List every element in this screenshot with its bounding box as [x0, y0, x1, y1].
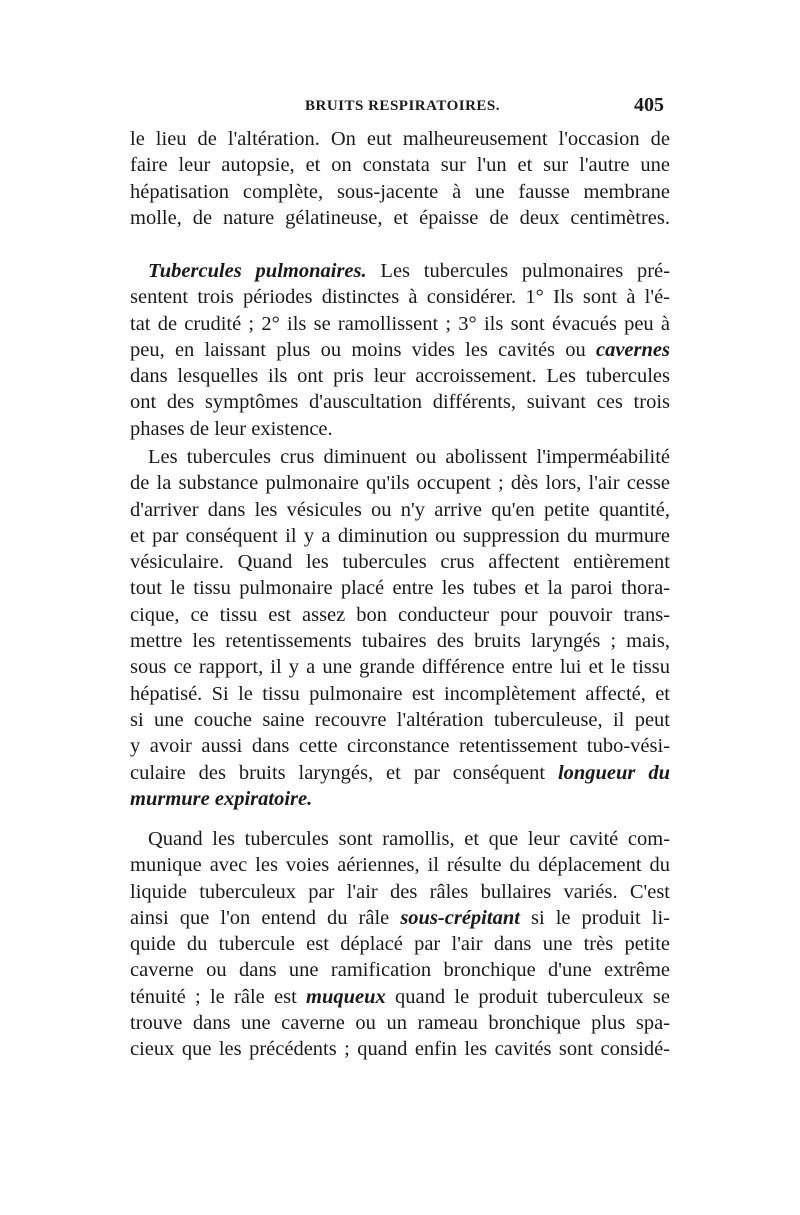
paragraph-tubercules-ramollis [130, 826, 670, 1063]
text-line: tout le tissu pulmonaire placé entre les tubes et la paroi thora- [130, 577, 670, 600]
text-line: et par conséquent il y a diminution ou suppression du murmure [130, 524, 670, 547]
text-line: Quand les tubercules sont ramollis, et que leur cavité com- [148, 828, 670, 850]
text-span: ténuité ; le râle est [130, 985, 307, 1008]
text-line: caverne ou dans une ramification bronchique d'une extrême [130, 959, 670, 982]
text-line: dans lesquelles ils ont pris leur accroissement. Les tubercules [130, 365, 670, 388]
page-header [130, 94, 670, 120]
text-line: sentent trois périodes distinctes à considérer. 1° Ils sont à l'é- [130, 286, 670, 309]
text-line: mettre les retentissements tubaires des bruits laryngés ; mais, [130, 630, 670, 653]
page-number: 405 [634, 94, 664, 116]
text-line: tat de crudité ; 2° ils se ramollissent ; 3° ils sont évacués peu à [130, 312, 670, 335]
text-line [130, 760, 670, 786]
text-line: quide du tubercule est déplacé par l'air dans une très petite [130, 933, 670, 956]
text-span: ainsi que l'on entend du râle [130, 906, 401, 929]
italic-term: longueur du [557, 761, 670, 784]
text-line: si une couche saine recouvre l'altération tuberculeuse, il peut [130, 708, 670, 731]
text-line: de la substance pulmonaire qu'ils occupent ; dès lors, l'air cesse [130, 472, 670, 495]
italic-term: cavernes [595, 338, 670, 361]
text-line [130, 258, 670, 284]
text-line: Les tubercules crus diminuent ou abolissent l'imperméabilité [148, 446, 670, 468]
text-line: faire leur autopsie, et on constata sur l'un et sur l'autre une [130, 154, 670, 177]
text-span: culaire des bruits laryngés, et par conséquent [130, 761, 558, 784]
text-line: d'arriver dans les vésicules ou n'y arrive qu'en petite quantité, [130, 498, 670, 521]
italic-term: murmure expiratoire. [130, 787, 313, 810]
text-line: cieux que les précédents ; quand enfin les cavités sont considé- [130, 1038, 670, 1061]
text-line [130, 786, 670, 812]
paragraph-tubercules-pulmonaires [130, 258, 670, 442]
text-line: cique, ce tissu est assez bon conducteur pour pouvoir trans- [130, 603, 670, 626]
paragraph-continuation [130, 126, 670, 231]
text-line: le lieu de l'altération. On eut malheureusement l'occasion de [130, 128, 670, 150]
text-line: munique avec les voies aériennes, il résulte du déplacement du [130, 854, 670, 877]
paragraph-tubercules-crus [130, 444, 670, 812]
italic-term: sous-crépitant [400, 906, 520, 929]
text-line: y avoir aussi dans cette circonstance retentissement tubo-vési- [130, 735, 670, 758]
text-line [130, 337, 670, 363]
text-line: ont des symptômes d'auscultation différents, suivant ces trois [130, 391, 670, 414]
section-heading: Tubercules pulmonaires. [148, 260, 367, 282]
text-line: molle, de nature gélatineuse, et épaisse de deux centimètres. [130, 206, 670, 229]
text-line: phases de leur existence. [130, 417, 333, 440]
text-line: hépatisé. Si le tissu pulmonaire est incomplètement affecté, et [130, 682, 670, 705]
text-line: sous ce rapport, il y a une grande différence entre lui et le tissu [130, 656, 670, 679]
running-title: BRUITS RESPIRATOIRES. [305, 98, 501, 114]
text-span: quand le produit tuberculeux se [385, 985, 670, 1008]
text-line [130, 905, 670, 931]
text-line: vésiculaire. Quand les tubercules crus affectent entièrement [130, 551, 670, 574]
text-span: Les tubercules pulmonaires pré- [366, 260, 670, 282]
text-line: hépatisation complète, sous-jacente à une fausse membrane [130, 180, 670, 203]
text-line: trouve dans une caverne ou un rameau bronchique plus spa- [130, 1012, 670, 1035]
text-line [130, 984, 670, 1010]
text-line: liquide tuberculeux par l'air des râles bullaires variés. C'est [130, 880, 670, 903]
text-span: peu, en laissant plus ou moins vides les cavités ou [130, 338, 596, 361]
text-span: si le produit li- [519, 906, 671, 929]
italic-term: muqueux [306, 985, 386, 1008]
